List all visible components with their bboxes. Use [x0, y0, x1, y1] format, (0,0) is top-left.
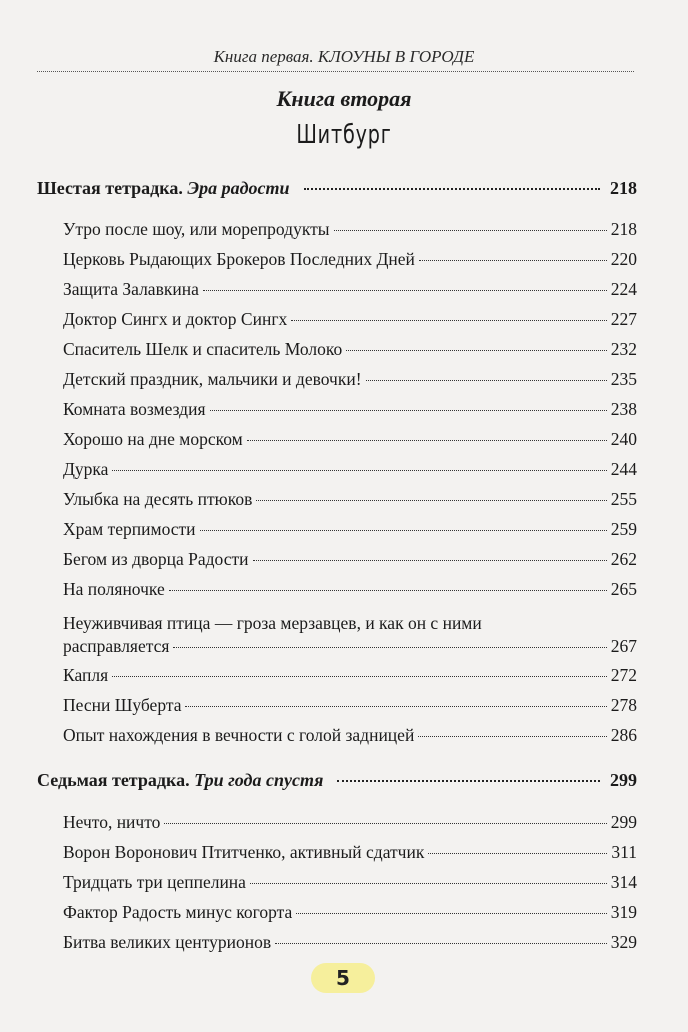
toc-entry[interactable]	[63, 338, 637, 360]
section-title: Седьмая тетрадка. Три года спустя	[37, 770, 324, 790]
leader-dots	[247, 438, 607, 441]
entry-page: 329	[610, 932, 637, 952]
running-head: Книга первая. КЛОУНЫ В ГОРОДЕ	[213, 47, 475, 66]
toc-entry[interactable]	[63, 664, 637, 686]
entry-page: 220	[610, 249, 637, 269]
entry-page: 238	[610, 399, 637, 419]
toc-entry[interactable]	[63, 841, 637, 863]
leader-dots	[250, 881, 607, 884]
toc-entry[interactable]	[63, 278, 637, 300]
entry-title: Ворон Воронович Птитченко, активный сдатчик	[63, 842, 425, 862]
entry-page: 227	[610, 309, 637, 329]
entry-title: Фактор Радость минус когорта	[63, 902, 293, 922]
entry-page: 232	[610, 339, 637, 359]
entry-title: Нечто, ничто	[63, 812, 161, 832]
leader-dots	[418, 734, 606, 737]
leader-dots	[428, 851, 607, 854]
entry-title: Церковь Рыдающих Брокеров Последних Дней	[63, 249, 415, 269]
toc-entry[interactable]	[63, 218, 637, 240]
entry-title: Детский праздник, мальчики и девочки!	[63, 369, 362, 389]
toc-entry[interactable]	[63, 398, 637, 420]
entry-title: Комната возмездия	[63, 399, 206, 419]
entry-title: Битва великих центурионов	[63, 932, 272, 952]
entry-title: Спаситель Шелк и спаситель Молоко	[63, 339, 343, 359]
toc-entry[interactable]	[63, 548, 637, 570]
section-heading[interactable]	[37, 769, 637, 791]
entry-title: Опыт нахождения в вечности с голой задницей	[63, 725, 415, 745]
leader-dots	[337, 778, 600, 782]
entry-page: 235	[610, 369, 637, 389]
section-page: 299	[610, 770, 637, 790]
leader-dots	[419, 258, 607, 261]
entry-page: 319	[610, 902, 637, 922]
toc-entry[interactable]	[63, 428, 637, 450]
leader-dots	[112, 674, 607, 677]
entry-title: Тридцать три цеппелина	[63, 872, 246, 892]
leader-dots	[203, 288, 607, 291]
leader-dots	[200, 528, 607, 531]
leader-dots	[346, 348, 607, 351]
entry-title-line-2: расправляется	[63, 636, 170, 656]
leader-dots	[253, 558, 607, 561]
book-title: Книга вторая	[276, 86, 412, 111]
entry-page: 240	[610, 429, 637, 449]
entry-page: 311	[611, 842, 637, 862]
leader-dots	[112, 468, 606, 471]
entry-page: 224	[610, 279, 637, 299]
entry-title: Песни Шуберта	[63, 695, 182, 715]
toc-entry[interactable]	[63, 724, 637, 746]
entry-title: Утро после шоу, или морепродукты	[63, 219, 330, 239]
toc-entry[interactable]	[63, 811, 637, 833]
entry-page: 267	[610, 636, 637, 656]
toc-entry[interactable]	[63, 518, 637, 540]
toc-entry[interactable]	[63, 248, 637, 270]
toc-entry[interactable]	[63, 578, 637, 600]
entry-title: Храм терпимости	[63, 519, 196, 539]
entry-page: 278	[610, 695, 637, 715]
leader-dots	[256, 498, 606, 501]
entry-page: 218	[610, 219, 637, 239]
entry-page: 259	[610, 519, 637, 539]
entry-page: 286	[610, 725, 637, 745]
entry-page: 255	[610, 489, 637, 509]
entry-title: Капля	[63, 665, 109, 685]
entry-page: 262	[610, 549, 637, 569]
leader-dots	[304, 186, 600, 190]
section-heading[interactable]	[37, 177, 637, 199]
toc-entry[interactable]	[63, 694, 637, 716]
leader-dots	[366, 378, 607, 381]
entry-page: 244	[610, 459, 637, 479]
entry-title-line-1[interactable]: Неуживчивая птица — гроза мерзавцев, и как он с ними	[63, 613, 482, 633]
entry-title: Доктор Сингх и доктор Сингх	[63, 309, 288, 329]
toc-entry[interactable]	[63, 458, 637, 480]
entry-title: Улыбка на десять птюков	[63, 489, 253, 509]
toc-entry[interactable]	[63, 635, 637, 657]
leader-dots	[296, 911, 607, 914]
entry-title: Защита Залавкина	[63, 279, 199, 299]
toc-entry[interactable]	[63, 931, 637, 953]
toc-entry[interactable]	[63, 488, 637, 510]
section-page: 218	[610, 178, 637, 198]
toc-entry[interactable]	[63, 871, 637, 893]
toc-entry[interactable]	[63, 368, 637, 390]
page-number-badge: 5	[311, 963, 375, 993]
header-rule	[37, 71, 634, 72]
leader-dots	[164, 821, 606, 824]
entry-title: Дурка	[63, 459, 109, 479]
entry-page: 272	[610, 665, 637, 685]
leader-dots	[275, 941, 607, 944]
toc-entry[interactable]	[63, 901, 637, 923]
section-title: Шестая тетрадка. Эра радости	[37, 178, 290, 198]
entry-title: На поляночке	[63, 579, 165, 599]
leader-dots	[291, 318, 607, 321]
leader-dots	[334, 228, 607, 231]
entry-page: 265	[610, 579, 637, 599]
entry-title: Хорошо на дне морском	[63, 429, 243, 449]
toc-entry[interactable]	[63, 308, 637, 330]
leader-dots	[173, 645, 606, 648]
entry-page: 314	[610, 872, 637, 892]
entry-page: 299	[610, 812, 637, 832]
leader-dots	[210, 408, 607, 411]
leader-dots	[185, 704, 606, 707]
book-subtitle: Шитбург	[296, 120, 392, 150]
entry-title: Бегом из дворца Радости	[63, 549, 249, 569]
leader-dots	[169, 588, 607, 591]
